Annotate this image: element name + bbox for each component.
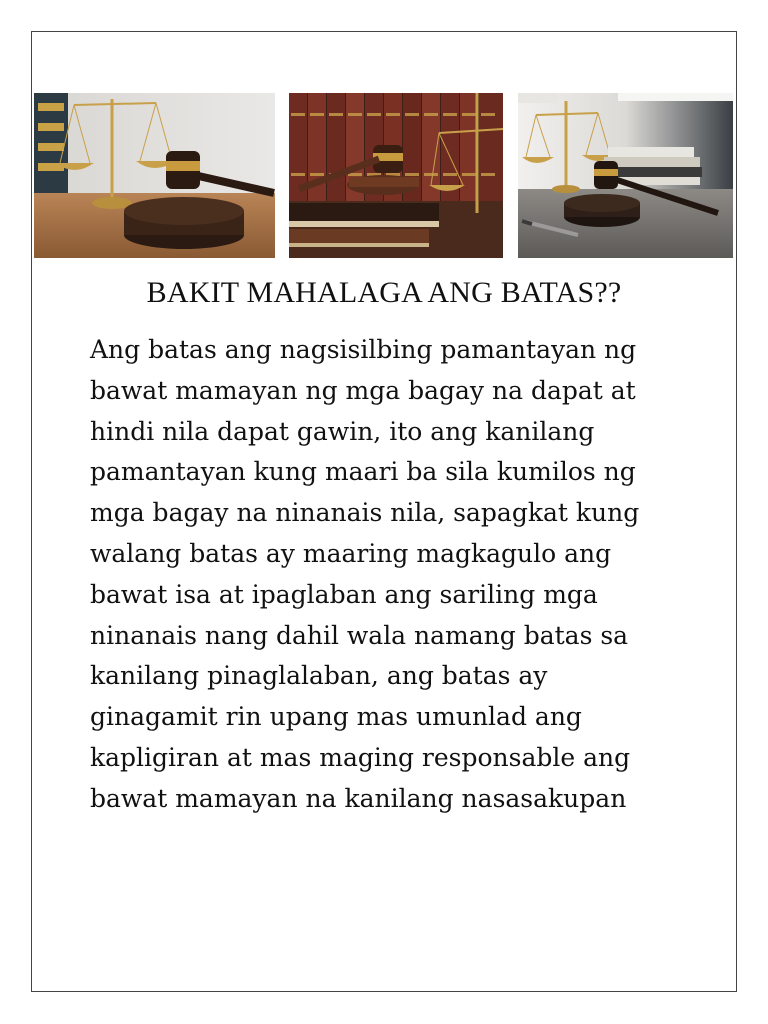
body-line: bawat mamayan ng mga bagay na dapat at (90, 375, 636, 405)
scales-and-gavel-photo (34, 93, 275, 258)
law-books-image (289, 93, 503, 258)
body-line: bawat isa at ipaglaban ang sariling mga (90, 579, 598, 609)
office-scales-image (518, 93, 733, 258)
body-line: bawat mamayan na kanilang nasasakupan (90, 783, 627, 813)
law-books-and-gavel-photo (289, 93, 503, 258)
body-line: kanilang pinaglalaban, ang batas ay (90, 661, 548, 691)
body-line: kapligiran at mas maging responsable ang (90, 742, 631, 772)
body-line: ginagamit rin upang mas umunlad ang (90, 702, 582, 732)
page-title: BAKIT MAHALAGA ANG BATAS?? (146, 276, 622, 309)
body-line: hindi nila dapat gawin, ito ang kanilang (90, 416, 595, 446)
office-scales-and-gavel-photo (518, 93, 733, 258)
body-line: ninanais nang dahil wala namang batas sa (90, 620, 629, 650)
body-line: Ang batas ang nagsisilbing pamantayan ng (90, 335, 637, 364)
body-line: pamantayan kung maari ba sila kumilos ng (90, 457, 636, 487)
body-paragraph (90, 330, 690, 820)
body-line: mga bagay na ninanais nila, sapagkat kung (90, 498, 640, 528)
scales-and-gavel-image (34, 93, 275, 258)
body-line: walang batas ay maaring magkagulo ang (90, 538, 612, 568)
